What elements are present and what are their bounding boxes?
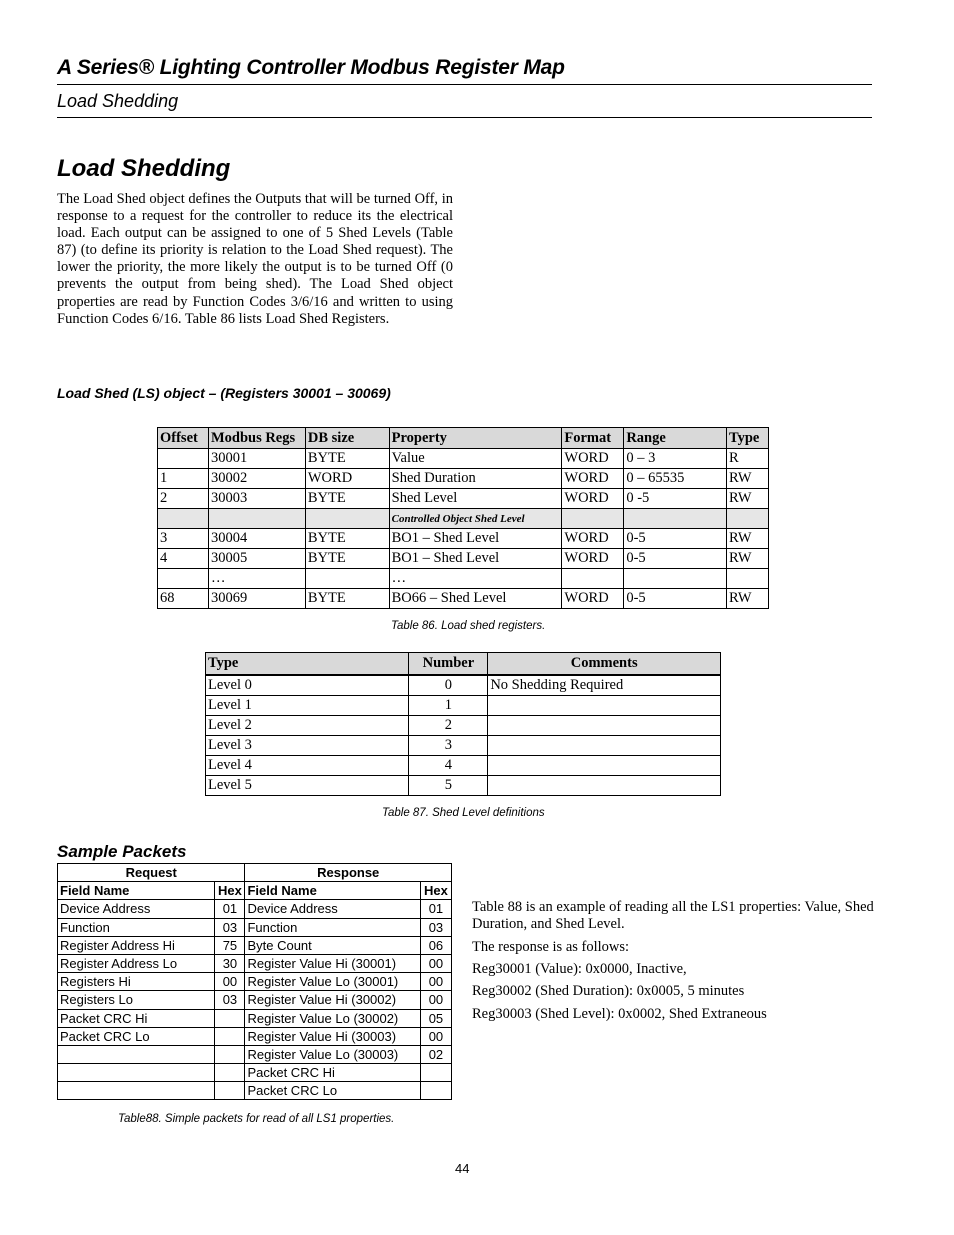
table-cell — [215, 1045, 245, 1063]
column-header: DB size — [305, 428, 389, 449]
table-cell: BO1 – Shed Level — [389, 549, 562, 569]
table-row — [58, 1064, 452, 1082]
table-cell — [488, 696, 721, 716]
table-cell: BYTE — [305, 449, 389, 469]
table-cell: BYTE — [305, 589, 389, 609]
table-row — [206, 736, 721, 756]
table-row — [58, 1045, 452, 1063]
table-cell: 01 — [215, 900, 245, 918]
table-cell — [208, 509, 305, 529]
table-cell — [727, 569, 769, 589]
column-header: Number — [409, 653, 488, 676]
table-cell: WORD — [562, 469, 624, 489]
table-cell: Register Value Hi (30002) — [245, 991, 420, 1009]
table-cell: Register Value Hi (30003) — [245, 1027, 420, 1045]
table-cell: Device Address — [58, 900, 215, 918]
table-header-row — [58, 882, 452, 900]
load-shed-registers-table — [157, 427, 769, 609]
table-cell: Function — [58, 918, 215, 936]
table-cell: … — [389, 569, 562, 589]
table-cell: Value — [389, 449, 562, 469]
table-cell — [420, 1064, 451, 1082]
table-cell: WORD — [562, 589, 624, 609]
column-header: Hex — [420, 882, 451, 900]
table-cell: 00 — [420, 954, 451, 972]
table-cell: 00 — [215, 973, 245, 991]
column-header: Comments — [488, 653, 721, 676]
response-line: Reg30003 (Shed Level): 0x0002, Shed Extraneous — [472, 1006, 767, 1022]
table-cell: 0 — [409, 675, 488, 696]
table-row — [158, 549, 769, 569]
table86-caption: Table 86. Load shed registers. — [391, 620, 546, 632]
table-row — [206, 716, 721, 736]
table-cell — [488, 776, 721, 796]
table-cell: 30001 — [208, 449, 305, 469]
header-rule — [57, 84, 872, 85]
table-cell: Level 4 — [206, 756, 409, 776]
table-cell: BYTE — [305, 489, 389, 509]
table-cell: Register Value Lo (30001) — [245, 973, 420, 991]
table-cell: 2 — [158, 489, 209, 509]
document-subtitle: Load Shedding — [57, 91, 179, 111]
intro-paragraph: The Load Shed object defines the Outputs that will be turned Off, in response to a request for the controller to reduce its the electrical load. Each output can be assigned to one of 5 Shed Levels (Table 87) (to define its priority is relation to the Load Shed request). The lower the priority, the more likely the output is to be turned Off (0 prevents the output from being shed). The Load Shed object properties are read by Function Codes 3/6/16 and written to using Function Codes 6/16. Table 86 lists Load Shed Registers. — [57, 191, 453, 327]
table-cell — [158, 449, 209, 469]
table-cell: 03 — [215, 918, 245, 936]
table-cell — [58, 1045, 215, 1063]
table-row — [58, 991, 452, 1009]
table-cell: 0 – 65535 — [624, 469, 727, 489]
table-cell: R — [727, 449, 769, 469]
table-cell: Packet CRC Hi — [58, 1009, 215, 1027]
table-cell: Shed Level — [389, 489, 562, 509]
table88-caption: Table88. Simple packets for read of all LS1 properties. — [118, 1113, 395, 1125]
table-cell: Shed Duration — [389, 469, 562, 489]
table-cell: Packet CRC Hi — [245, 1064, 420, 1082]
table-cell: 00 — [420, 973, 451, 991]
table-cell — [488, 736, 721, 756]
table-cell — [305, 509, 389, 529]
table-cell — [488, 716, 721, 736]
table-cell: WORD — [562, 549, 624, 569]
table-cell: Registers Hi — [58, 973, 215, 991]
table-cell — [215, 1027, 245, 1045]
column-header: Type — [727, 428, 769, 449]
table-group-row — [158, 509, 769, 529]
table-cell: 03 — [215, 991, 245, 1009]
table-cell — [562, 509, 624, 529]
table-cell — [624, 569, 727, 589]
table-row — [206, 696, 721, 716]
table-cell — [215, 1009, 245, 1027]
table-cell: Register Value Lo (30003) — [245, 1045, 420, 1063]
table87-caption: Table 87. Shed Level definitions — [382, 807, 545, 819]
table-row — [158, 529, 769, 549]
table-row — [206, 756, 721, 776]
table-cell — [624, 509, 727, 529]
table-cell: 1 — [409, 696, 488, 716]
table-cell: 30002 — [208, 469, 305, 489]
table-cell: Level 1 — [206, 696, 409, 716]
table-row — [58, 1009, 452, 1027]
table-cell: Level 2 — [206, 716, 409, 736]
response-intro: The response is as follows: — [472, 939, 630, 955]
table-cell: 00 — [420, 1027, 451, 1045]
column-header: Modbus Regs — [208, 428, 305, 449]
table-cell: Level 3 — [206, 736, 409, 756]
table-cell: 06 — [420, 936, 451, 954]
table-cell: 0-5 — [624, 549, 727, 569]
table-cell: Register Address Hi — [58, 936, 215, 954]
table-cell — [305, 569, 389, 589]
table-cell: 5 — [409, 776, 488, 796]
section-title: Load Shedding — [57, 155, 231, 182]
document-title: A Series® Lighting Controller Modbus Register Map — [57, 56, 565, 79]
sample-description: Table 88 is an example of reading all the LS1 properties: Value, Shed Duration, and Shed Level. — [472, 899, 874, 932]
table-cell: 03 — [420, 918, 451, 936]
table-cell: Register Address Lo — [58, 954, 215, 972]
table-cell: 30004 — [208, 529, 305, 549]
page-number: 44 — [455, 1161, 470, 1176]
table-header-row — [206, 653, 721, 676]
table-cell — [158, 509, 209, 529]
table-cell: 30069 — [208, 589, 305, 609]
table-cell: 00 — [420, 991, 451, 1009]
table-row — [206, 675, 721, 696]
table-cell: BYTE — [305, 529, 389, 549]
table-cell: 02 — [420, 1045, 451, 1063]
table-cell: 75 — [215, 936, 245, 954]
response-group-header: Response — [245, 864, 452, 882]
column-header: Type — [206, 653, 409, 676]
response-line: Reg30002 (Shed Duration): 0x0005, 5 minutes — [472, 983, 745, 999]
table-cell: 05 — [420, 1009, 451, 1027]
table-cell: 30 — [215, 954, 245, 972]
table-cell: WORD — [305, 469, 389, 489]
table-cell: Byte Count — [245, 936, 420, 954]
shed-level-definitions-table — [205, 652, 721, 796]
table-cell: 0 -5 — [624, 489, 727, 509]
table-cell: BO1 – Shed Level — [389, 529, 562, 549]
table-cell: 2 — [409, 716, 488, 736]
table-cell: 4 — [409, 756, 488, 776]
table-cell: RW — [727, 529, 769, 549]
table-row — [158, 489, 769, 509]
table-cell: 0-5 — [624, 589, 727, 609]
table-cell: RW — [727, 589, 769, 609]
table-cell: 0-5 — [624, 529, 727, 549]
column-header: Hex — [215, 882, 245, 900]
response-line: Reg30001 (Value): 0x0000, Inactive, — [472, 961, 687, 977]
column-header: Field Name — [58, 882, 215, 900]
table-row — [58, 918, 452, 936]
table-row — [206, 776, 721, 796]
table-cell: … — [208, 569, 305, 589]
table-cell — [215, 1082, 245, 1100]
table-cell: 4 — [158, 549, 209, 569]
table-row — [58, 973, 452, 991]
table-cell: 3 — [409, 736, 488, 756]
table-cell — [58, 1064, 215, 1082]
group-header-row — [58, 864, 452, 882]
table-cell: 1 — [158, 469, 209, 489]
table-cell: No Shedding Required — [488, 675, 721, 696]
table-row — [158, 449, 769, 469]
table-cell — [158, 569, 209, 589]
table-cell: Registers Lo — [58, 991, 215, 1009]
table-cell: 30003 — [208, 489, 305, 509]
table-cell — [727, 509, 769, 529]
table-row — [158, 589, 769, 609]
table-row — [58, 900, 452, 918]
table-cell: BYTE — [305, 549, 389, 569]
table-cell: Packet CRC Lo — [245, 1082, 420, 1100]
table-row — [158, 469, 769, 489]
header-rule-bottom — [57, 117, 872, 118]
table-cell: Level 5 — [206, 776, 409, 796]
table-cell: 01 — [420, 900, 451, 918]
table-cell: WORD — [562, 529, 624, 549]
table-cell: RW — [727, 549, 769, 569]
table-cell — [488, 756, 721, 776]
column-header: Range — [624, 428, 727, 449]
table-cell: 68 — [158, 589, 209, 609]
table-row — [58, 954, 452, 972]
table-cell: RW — [727, 469, 769, 489]
table-row — [158, 569, 769, 589]
table-cell: Register Value Hi (30001) — [245, 954, 420, 972]
table-cell: Function — [245, 918, 420, 936]
column-header: Property — [389, 428, 562, 449]
column-header: Format — [562, 428, 624, 449]
table-row — [58, 1027, 452, 1045]
group-label-cell: Controlled Object Shed Level — [389, 509, 562, 529]
table-cell — [562, 569, 624, 589]
sample-packets-table — [57, 863, 452, 1100]
column-header: Offset — [158, 428, 209, 449]
column-header: Field Name — [245, 882, 420, 900]
object-heading: Load Shed (LS) object – (Registers 30001 – 30069) — [57, 385, 391, 401]
request-group-header: Request — [58, 864, 245, 882]
table-cell: Level 0 — [206, 675, 409, 696]
table-cell: BO66 – Shed Level — [389, 589, 562, 609]
table-cell: 30005 — [208, 549, 305, 569]
table-row — [58, 936, 452, 954]
table-cell: 3 — [158, 529, 209, 549]
table-cell: WORD — [562, 449, 624, 469]
table-cell — [420, 1082, 451, 1100]
table-cell: Device Address — [245, 900, 420, 918]
table-cell: RW — [727, 489, 769, 509]
table-cell: Packet CRC Lo — [58, 1027, 215, 1045]
table-cell: 0 – 3 — [624, 449, 727, 469]
table-header-row — [158, 428, 769, 449]
table-row — [58, 1082, 452, 1100]
table-cell: WORD — [562, 489, 624, 509]
sample-packets-heading: Sample Packets — [57, 842, 187, 861]
table-cell — [58, 1082, 215, 1100]
table-cell: Register Value Lo (30002) — [245, 1009, 420, 1027]
table-cell — [215, 1064, 245, 1082]
